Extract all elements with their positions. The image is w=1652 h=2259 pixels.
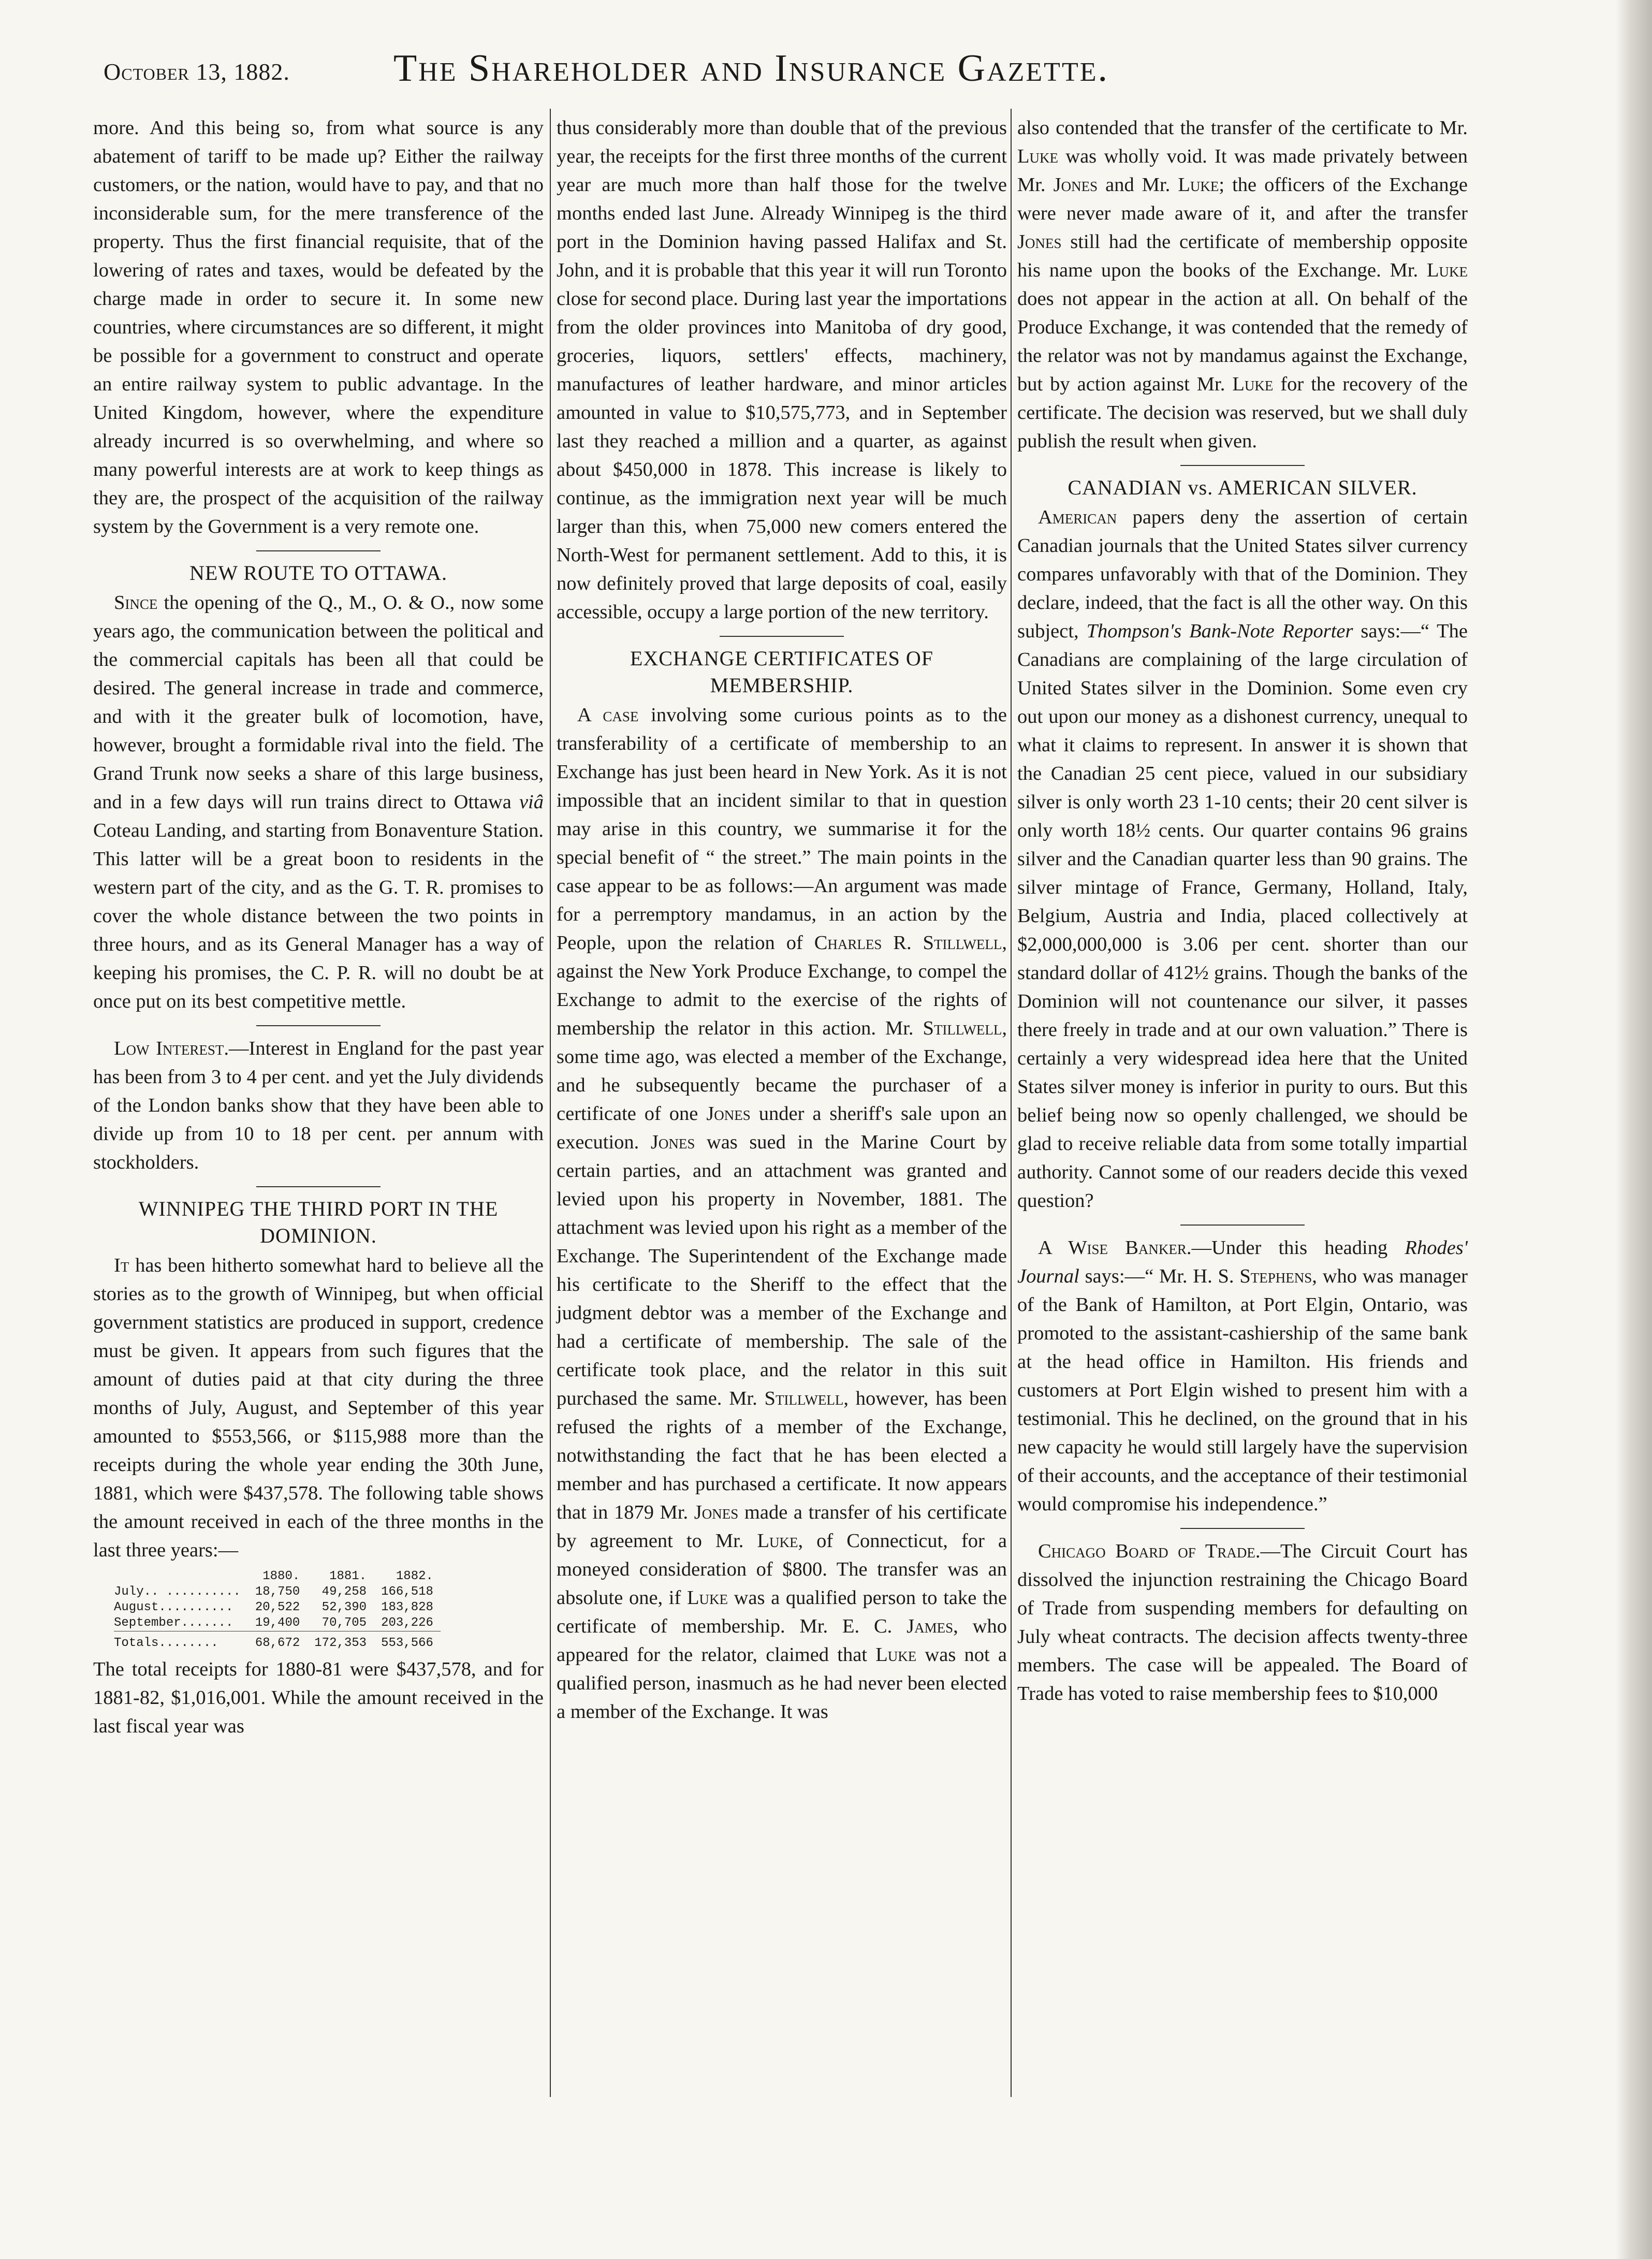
column-divider: [550, 109, 551, 2097]
lead-word: Low Interest.: [114, 1038, 229, 1059]
silver-paragraph: American papers deny the assertion of certain Canadian journals that the United States silver currency compares unfavorably with that of the Dominion. They declare, indeed, that the fact is all the other way. On this subject, Thompson's Bank-Note Reporter says:—“ The Canadians are complaining of the large circulation of United States silver in the Dominion. Some even cry out upon our money as a dishonest currency, unequal to what it claims to represent. In answer it is shown that the Canadian 25 cent piece, valued in our subsidiary silver is only worth 23 1-10 cents; their 20 cent silver is only worth 18½ cents. Our quarter contains 96 grains silver and the Canadian quarter less than 90 grains. The silver mintage of France, Germany, Holland, Italy, Belgium, Austria and India, placed collectively at $2,000,000,000 is 3.06 per cent. shorter than our standard dollar of 412½ grains. Though the banks of the Dominion will not countenance our silver, it passes there freely in trade and at our own valuation.” There is certainly a very widespread idea here that the United States silver money is inferior in purity to ours. But this belief being now so openly challenged, we should be glad to receive reliable data from some totally impartial authority. Cannot some of our readers decide this vexed question?: [1017, 506, 1468, 1212]
table-header: 1881.: [329, 1569, 367, 1583]
section-rule: [256, 1186, 381, 1187]
lead-word: American: [1038, 506, 1117, 528]
section-rule: [1180, 1528, 1305, 1529]
column-2: [557, 114, 1007, 2133]
article-columns: [93, 98, 1491, 2169]
winnipeg-continued-paragraph: thus considerably more than double that of the previous year, the receipts for the first three months of the current year are much more than half those for the twelve months ended last June. Already Winnipeg is the third port in the Dominion having passed Halifax and St. John, and it is probable that this year it will run Toronto close for second place. During last year the importations from the older provinces into Manitoba of dry good, groceries, liquors, settlers' effects, machinery, manufactures of leather hardware, and minor articles amounted in value to $10,575,773, and in September last they reached a million and a quarter, as against about $450,000 in 1878. This increase is likely to continue, as the immigration next year will be much larger than this, when 75,000 new comers entered the North-West for permanent settlement. Add to this, it is now definitely proved that large deposits of coal, easily accessible, occupy a large portion of the new territory.: [557, 117, 1007, 623]
table-row: August.......... 20,522 52,390 183,828: [114, 1600, 433, 1614]
headline-canadian-silver: CANADIAN vs. AMERICAN SILVER.: [1068, 476, 1417, 499]
low-interest-paragraph: Low Interest.—Interest in England for the past year has been from 3 to 4 per cent. and yet the July dividends of the London banks show that they have been able to divide up from 10 to 18 per cent. per annum with stockholders.: [93, 1038, 544, 1173]
lead-word: Chicago Board of Trade.: [1038, 1540, 1261, 1562]
section-rule: [256, 550, 381, 551]
column-divider: [1011, 109, 1012, 2097]
table-header: 1880.: [262, 1569, 300, 1583]
page-header: [93, 36, 1201, 98]
masthead-title: The Shareholder and Insurance Gazette.: [393, 47, 1109, 90]
headline-exchange-certificates: EXCHANGE CERTIFICATES OF MEMBERSHIP.: [630, 647, 934, 697]
exchange-paragraph: A case involving some curious points as to the transferability of a certificate of membership to an Exchange has just been heard in New York. As it is not impossible that an incident similar to that in question may arise in this country, we summarise it for the special benefit of “ the street.” The main points in the case appear to be as follows:—An argument was made for a perremptory mandamus, in an action by the People, upon the relation of Charles R. Stillwell, against the New York Produce Exchange, to compel the Exchange to admit to the exercise of the rights of membership the relator in this action. Mr. Stillwell, some time ago, was elected a member of the Exchange, and he subsequently became the purchaser of a certificate of one Jones under a sheriff's sale upon an execution. Jones was sued in the Marine Court by certain parties, and an attachment was granted and levied upon his property in November, 1881. The attachment was levied upon his right as a member of the Exchange. The Superintendent of the Exchange made his certificate to the Sheriff to the effect that the judgment debtor was a member of the Exchange and had a certificate of membership. The sale of the certificate took place, and the relator in this suit purchased the same. Mr. Stillwell, however, has been refused the rights of a member of the Exchange, notwithstanding the fact that he has been elected a member and has purchased a certificate. It now appears that in 1879 Mr. Jones made a transfer of his certificate by agreement to Mr. Luke, of Connecticut, for a moneyed consideration of $800. The transfer was an absolute one, if Luke was a qualified person to take the certificate of membership. Mr. E. C. James, who appeared for the relator, claimed that Luke was not a qualified person, inasmuch as he had never been elected a member of the Exchange. It was: [557, 704, 1007, 1723]
table-total-row: Totals........ 68,672 172,353 553,566: [114, 1631, 441, 1652]
table-header-row: [114, 1569, 441, 1584]
lead-word: It: [114, 1255, 129, 1276]
page-fold-shadow: [1616, 0, 1652, 2259]
headline-new-route: NEW ROUTE TO OTTAWA.: [189, 561, 447, 585]
column-1: [93, 114, 544, 2133]
lead-word: A case: [577, 704, 639, 726]
wise-banker-paragraph: A Wise Banker.—Under this heading Rhodes' Journal says:—“ Mr. H. S. Stephens, who was manager of the Bank of Hamilton, at Port Elgin, Ontario, was promoted to the assistant-cashiership of the same bank at the head office in Hamilton. His friends and customers at Port Elgin wished to present him with a testimonial. This he declined, on the ground that in his new capacity he would still largely have the supervision of their accounts, and the acceptance of their testimonial would compromise his independence.”: [1017, 1237, 1468, 1515]
winnipeg-total-paragraph: The total receipts for 1880-81 were $437,578, and for 1881-82, $1,016,001. While the amount received in the last fiscal year was: [93, 1658, 544, 1737]
railway-article-continued: more. And this being so, from what source is any abatement of tariff to be made up? Either the railway customers, or the nation, would have to pay, and that no inconsiderable sum, for the mere transference of the property. Thus the first financial requisite, that of the lowering of rates and taxes, would be defeated by the charge made in order to secure it. In some new countries, where circumstances are so different, it might be possible for a government to construct and operate an entire railway system to public advantage. In the United Kingdom, however, where the expenditure already incurred is so overwhelming, and where so many powerful interests are at work to keep things as they are, the prospect of the acquisition of the railway system by the Government is a very remote one.: [93, 117, 544, 537]
duties-table: [114, 1569, 441, 1651]
table-row: July.. .......... 18,750 49,258 166,518: [114, 1585, 433, 1599]
issue-date: October 13, 1882.: [104, 59, 290, 85]
new-route-paragraph: Since the opening of the Q., M., O. & O., now some years ago, the communication between the political and the commercial capitals has been all that could be desired. The general increase in trade and commerce, and with it the greater bulk of locomotion, have, however, brought a formidable rival into the field. The Grand Trunk now seeks a share of this large business, and in a few days will run trains direct to Ottawa viâ Coteau Landing, and starting from Bonaventure Station. This latter will be a great boon to residents in the western part of the city, and as the G. T. R. promises to cover the whole distance between the two points in three hours, and as its General Manager has a way of keeping his promises, the C. P. R. will no doubt be at once put on its best competitive mettle.: [93, 592, 544, 1012]
column-3: [1017, 114, 1468, 2133]
chicago-board-paragraph: Chicago Board of Trade.—The Circuit Court has dissolved the injunction restraining the Chicago Board of Trade from suspending members for defaulting on July wheat contracts. The decision affects twenty-three members. The case will be appealed. The Board of Trade has voted to raise membership fees to $10,000: [1017, 1540, 1468, 1704]
section-rule: [1180, 1225, 1305, 1226]
winnipeg-paragraph: It has been hitherto somewhat hard to believe all the stories as to the growth of Winnipeg, but when official government statistics are produced in support, credence must be given. It appears from such figures that the amount of duties paid at that city during the three months of July, August, and September of this year amounted to $553,566, or $115,988 more than the receipts during the whole year ending the 30th June, 1881, which were $437,578. The following table shows the amount received in each of the three months in the last three years:—: [93, 1255, 544, 1561]
newspaper-page: [93, 21, 1491, 2195]
section-rule: [720, 636, 844, 637]
table-row: September....... 19,400 70,705 203,226: [114, 1616, 433, 1630]
section-rule: [256, 1025, 381, 1026]
lead-word: Since: [114, 592, 158, 614]
table-header: 1882.: [396, 1569, 433, 1583]
section-rule: [1180, 465, 1305, 466]
lead-word: A Wise Banker.: [1038, 1237, 1192, 1259]
exchange-continued-paragraph: also contended that the transfer of the certificate to Mr. Luke was wholly void. It was made privately between Mr. Jones and Mr. Luke; the officers of the Exchange were never made aware of it, and after the transfer Jones still had the certificate of membership opposite his name upon the books of the Exchange. Mr. Luke does not appear in the action at all. On behalf of the Produce Exchange, it was contended that the remedy of the relator was not by mandamus against the Exchange, but by action against Mr. Luke for the recovery of the certificate. The decision was reserved, but we shall duly publish the result when given.: [1017, 117, 1468, 452]
headline-winnipeg: WINNIPEG THE THIRD PORT IN THE DOMINION.: [138, 1197, 499, 1247]
